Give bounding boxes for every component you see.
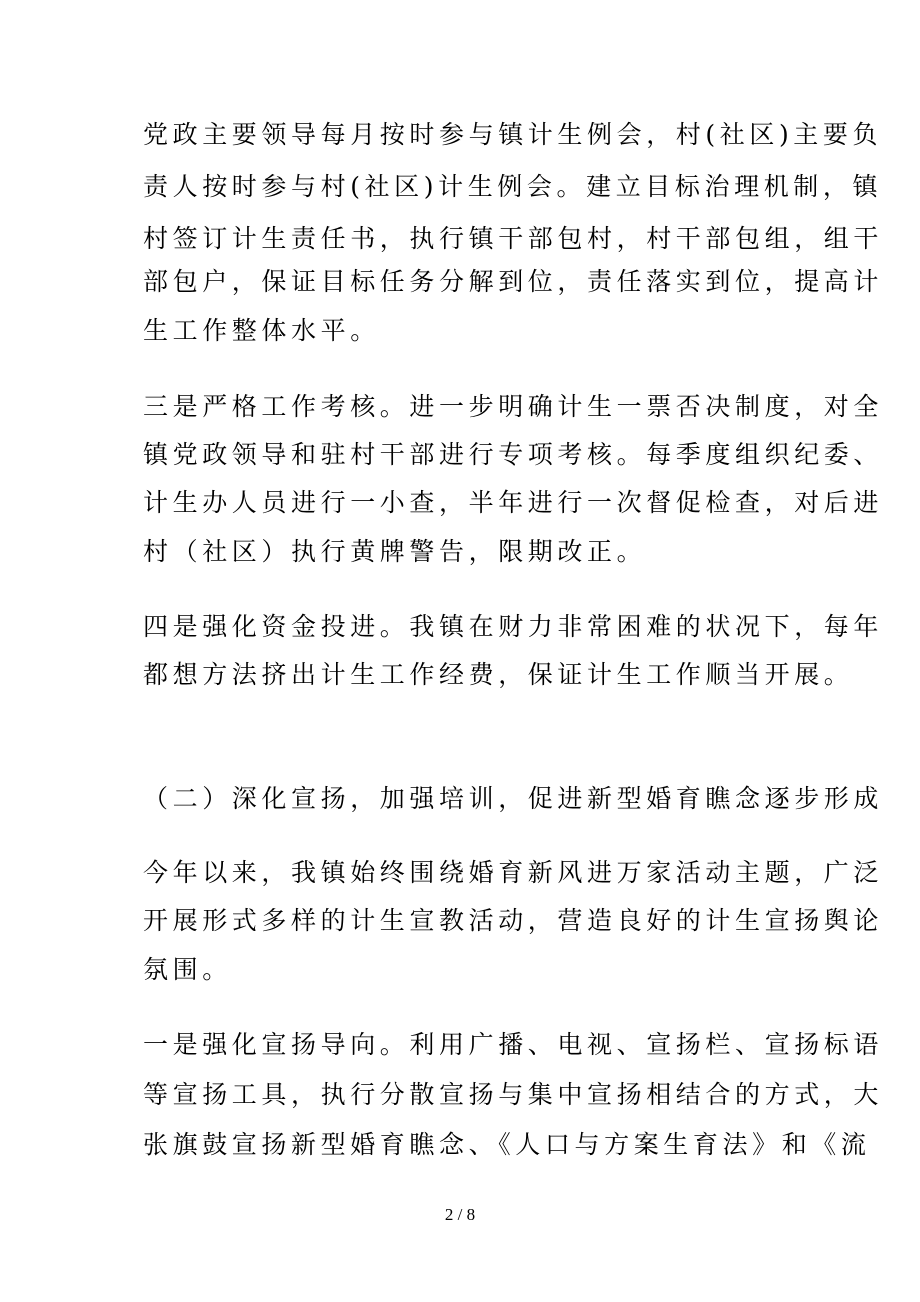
paragraph-1-line-5: 生工作整体水平。 (143, 316, 380, 345)
paragraph-5-line-1: 今年以来，我镇始终围绕婚育新风进万家活动主题，广泛 (143, 858, 884, 887)
paragraph-6-line-2: 等宣扬工具，执行分散宣扬与集中宣扬相结合的方式，大 (143, 1080, 884, 1109)
paragraph-2-line-4: 村（社区）执行黄牌警告，限期改正。 (143, 537, 647, 566)
section-heading: （二）深化宣扬，加强培训，促进新型婚育瞧念逐步形成 (143, 784, 884, 813)
paragraph-5-line-2: 开展形式多样的计生宣教活动，营造良好的计生宣扬舆论 (143, 906, 884, 935)
paragraph-2-line-1: 三是严格工作考核。进一步明确计生一票否决制度，对全 (143, 392, 884, 421)
paragraph-6-line-1: 一是强化宣扬导向。利用广播、电视、宣扬栏、宣扬标语 (143, 1030, 884, 1059)
paragraph-1-line-3: 村签订计生责任书，执行镇干部包村，村干部包组，组干 (143, 224, 884, 253)
paragraph-6-line-3: 张旗鼓宣扬新型婚育瞧念、《人口与方案生育法》和《流 (143, 1130, 871, 1159)
paragraph-5-line-3: 氛围。 (143, 955, 232, 984)
paragraph-2-line-2: 镇党政领导和驻村干部进行专项考核。每季度组织纪委、 (143, 440, 884, 469)
paragraph-1-line-1: 党政主要领导每月按时参与镇计生例会，村(社区)主要负 (143, 120, 883, 149)
paragraph-1-line-4: 部包户，保证目标任务分解到位，责任落实到位，提高计 (143, 267, 884, 296)
paragraph-3-line-2: 都想方法挤出计生工作经费，保证计生工作顺当开展。 (143, 660, 854, 689)
paragraph-1-line-2: 责人按时参与村(社区)计生例会。建立目标治理机制，镇 (143, 172, 883, 201)
page-number: 2 / 8 (444, 1205, 476, 1224)
paragraph-2-line-3: 计生办人员进行一小查，半年进行一次督促检查，对后进 (143, 488, 884, 517)
paragraph-3-line-1: 四是强化资金投进。我镇在财力非常困难的状况下，每年 (143, 612, 884, 641)
